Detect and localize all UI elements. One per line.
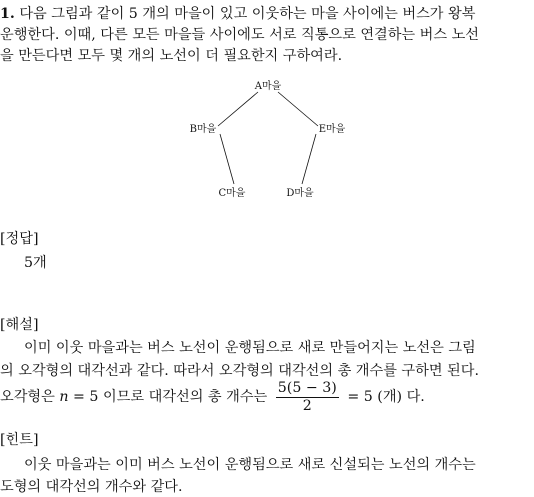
explanation-line-2: 의 오각형의 대각선과 같다. 따라서 오각형의 대각선의 총 개수를 구하면 된다. — [0, 363, 479, 379]
problem-text-1: 다음 그림과 같이 5 개의 마을이 있고 이웃하는 마을 사이에는 버스가 왕복 — [19, 6, 476, 22]
answer-header: [정답] — [0, 231, 39, 247]
village-figure — [0, 72, 534, 202]
fraction-denominator: 2 — [302, 397, 312, 414]
diagonal-fraction — [276, 380, 339, 415]
problem-line-3: 을 만든다면 모두 몇 개의 노선이 더 필요한지 구하여라. — [0, 48, 343, 64]
route-b-c — [220, 134, 234, 184]
math-n-equals: = 5 — [73, 389, 99, 405]
math-variable-n: n — [59, 389, 69, 405]
village-e-label: E마을 — [318, 124, 346, 135]
hint-header: [힌트] — [0, 432, 39, 448]
hint-line-2: 도형의 대각선의 개수와 같다. — [0, 479, 183, 495]
fraction-result: = 5 (개) — [347, 389, 403, 405]
explanation-line-3 — [0, 376, 425, 418]
route-e-d — [302, 134, 316, 184]
explanation-line-1: 이미 이웃 마을과는 버스 노선이 운행됨으로 새로 만들어지는 노선은 그림 — [24, 340, 476, 356]
route-a-b — [218, 92, 258, 126]
problem-line-2: 운행한다. 이때, 다른 모든 마을들 사이에도 서로 직통으로 연결하는 버스 노선 — [0, 27, 479, 43]
village-a-label: A마을 — [254, 81, 282, 92]
village-d-label: D마을 — [286, 188, 314, 199]
explanation-line3-suffix: 다. — [406, 389, 425, 405]
explanation-line3-prefix: 오각형은 — [0, 389, 55, 405]
problem-number: 1. — [0, 6, 15, 22]
route-a-e — [278, 92, 318, 126]
explanation-header: [해설] — [0, 317, 39, 333]
village-b-label: B마을 — [189, 124, 217, 135]
problem-line-1 — [0, 4, 475, 24]
village-c-label: C마을 — [218, 188, 246, 199]
fraction-numerator: 5(5 − 3) — [277, 379, 337, 396]
explanation-line3-mid: 이므로 대각선의 총 개수는 — [102, 389, 268, 405]
answer-value: 5개 — [24, 255, 47, 271]
bus-routes — [218, 92, 318, 184]
hint-line-1: 이웃 마을과는 이미 버스 노선이 운행됨으로 새로 신설되는 노선의 개수는 — [24, 457, 476, 473]
